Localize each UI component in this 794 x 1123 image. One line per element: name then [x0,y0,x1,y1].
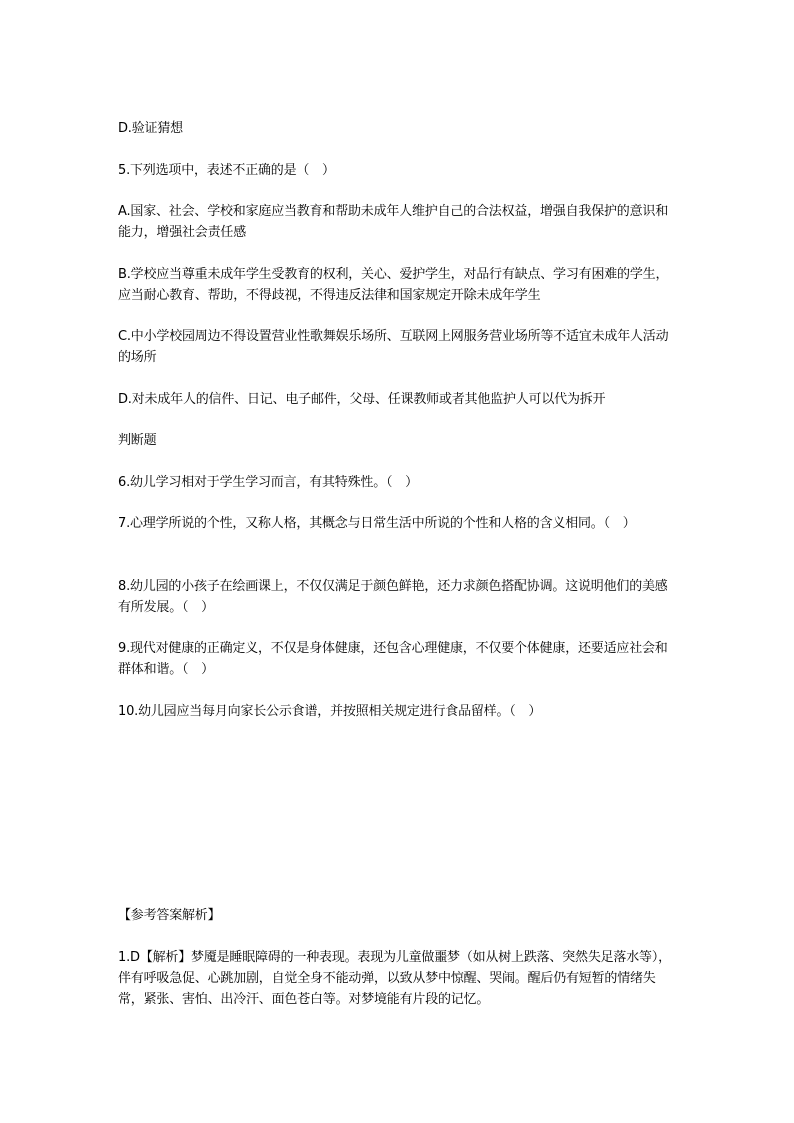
judgment-question-9: 9.现代对健康的正确定义，不仅是身体健康，还包含心理健康，不仅要个体健康，还要适应社会和群体和谐。（ ） [118,641,668,677]
judgment-question-7: 7.心理学所说的个性，又称人格，其概念与日常生活中所说的个性和人格的含义相同。（ ） [118,516,636,531]
answer-1: 1.D【解析】梦魇是睡眠障碍的一种表现。表现为儿童做噩梦（如从树上跌落、突然失足落水等），伴有呼吸急促、心跳加剧，自觉全身不能动弹，以致从梦中惊醒、哭闹。醒后仍有短暂的情绪失常，紧张、害怕、出冷汗、面色苍白等。对梦境能有片段的记忆。 [118,950,671,1007]
judgment-question-8: 8.幼儿园的小孩子在绘画课上，不仅仅满足于颜色鲜艳，还力求颜色搭配协调。这说明他们的美感有所发展。（ ） [118,579,668,615]
q5-option-b: B.学校应当尊重未成年学生受教育的权利，关心、爱护学生，对品行有缺点、学习有困难的学生，应当耐心教育、帮助，不得歧视，不得违反法律和国家规定开除未成年学生 [118,267,669,303]
judgment-question-6: 6.幼儿学习相对于学生学习而言，有其特殊性。（ ） [118,475,418,490]
q4-option-d: D.验证猜想 [118,121,183,136]
answer-heading: 【参考答案解析】 [118,908,221,923]
q5-option-d: D.对未成年人的信件、日记、电子邮件，父母、任课教师或者其他监护人可以代为拆开 [118,392,606,407]
judgment-question-10: 10.幼儿园应当每月向家长公示食谱，并按照相关规定进行食品留样。（ ） [118,704,542,719]
q5-option-c: C.中小学校园周边不得设置营业性歌舞娱乐场所、互联网上网服务营业场所等不适宜未成年人活动的场所 [118,329,669,365]
section-title: 判断题 [118,433,157,448]
q5-option-a: A.国家、社会、学校和家庭应当教育和帮助未成年人维护自己的合法权益，增强自我保护的意识和能力，增强社会责任感 [118,204,668,240]
q5-stem: 5.下列选项中，表述不正确的是（ ） [118,163,335,178]
